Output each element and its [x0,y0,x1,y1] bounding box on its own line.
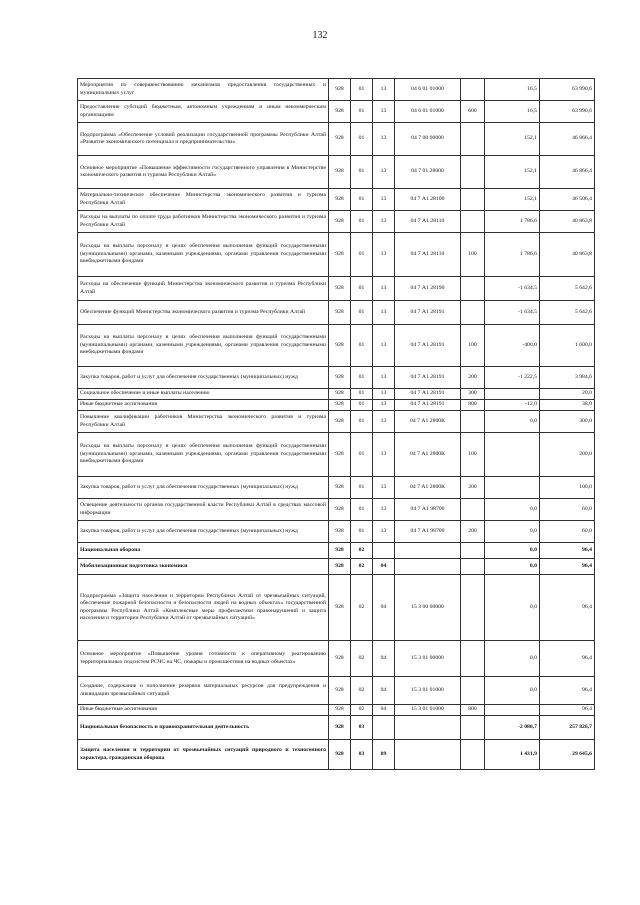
row-name: Расходы на обеспечение функций Министерства экономического развития и туризма Республики Алтай [78,277,329,301]
row-name: Мероприятия по совершенствованию механизмов предоставления государственных и муниципальных услуг [78,79,329,101]
admin-code: 928 [329,575,351,641]
change-amount [485,433,540,477]
change-amount: 0,0 [485,559,540,575]
row-name: Иные бюджетные ассигнования [78,400,329,411]
change-amount: 0,0 [485,411,540,433]
subsection-code: 13 [373,123,395,156]
change-amount: -400,0 [485,325,540,367]
section-code: 01 [351,211,373,233]
change-amount: 0,0 [485,499,540,521]
total-amount: 60,0 [540,499,595,521]
expense-type [461,716,485,740]
section-code: 01 [351,277,373,301]
expense-type: 600 [461,101,485,123]
admin-code: 928 [329,543,351,559]
total-amount: 29 645,6 [540,740,595,770]
subsection-code: 13 [373,211,395,233]
row-name: Национальная безопасность и правоохранительная деятельность [78,716,329,740]
target-article: 04 7 А1 2800К [395,433,461,477]
row-name: Материально-техническое обеспечение Министерства экономического развития и туризма Республики Алтай [78,189,329,211]
target-article: 04 7 А1 28110 [395,233,461,277]
section-code: 01 [351,301,373,325]
admin-code: 928 [329,705,351,716]
expense-type: 100 [461,433,485,477]
total-amount: 100,0 [540,477,595,499]
admin-code: 928 [329,559,351,575]
target-article: 15 3 01 01000 [395,705,461,716]
admin-code: 928 [329,477,351,499]
target-article: 15 3 01 00000 [395,641,461,677]
admin-code: 928 [329,521,351,543]
subsection-code: 13 [373,277,395,301]
change-amount: 1 786,6 [485,233,540,277]
total-amount: 96,4 [540,575,595,641]
total-amount: 46 866,4 [540,123,595,156]
row-name: Освещение деятельности органов государственной власти Республики Алтай в средствах массовой информации [78,499,329,521]
table-row [78,575,595,641]
target-article: 04 7 А1 28191 [395,301,461,325]
admin-code: 928 [329,233,351,277]
section-code: 02 [351,559,373,575]
admin-code: 928 [329,499,351,521]
section-code: 02 [351,677,373,705]
row-name: Национальная оборона [78,543,329,559]
total-amount: 5 642,6 [540,277,595,301]
subsection-code: 13 [373,400,395,411]
row-name: Расходы на выплаты персоналу в целях обеспечения выполнения функций государственными (муниципальными) органами, казенными учреждениями, органами управления государственными внебюджетными фондами [78,325,329,367]
expense-type [461,641,485,677]
admin-code: 928 [329,389,351,400]
target-article: 04 6 01 01000 [395,101,461,123]
change-amount: -1 222,5 [485,367,540,389]
expense-type [461,559,485,575]
section-code: 02 [351,575,373,641]
expense-type: 200 [461,477,485,499]
section-code: 01 [351,389,373,400]
target-article: 04 7 А1 98700 [395,499,461,521]
table-row [78,705,595,716]
expense-type: 200 [461,521,485,543]
change-amount: 1 786,6 [485,211,540,233]
subsection-code: 13 [373,325,395,367]
subsection-code: 13 [373,521,395,543]
total-amount: 300,0 [540,411,595,433]
total-amount: 3 984,6 [540,367,595,389]
subsection-code: 13 [373,499,395,521]
row-name: Социальное обеспечение и иные выплаты населению [78,389,329,400]
admin-code: 928 [329,716,351,740]
total-amount: 63 990,6 [540,101,595,123]
table-row [78,400,595,411]
subsection-code: 04 [373,641,395,677]
section-code: 02 [351,641,373,677]
expense-type: 100 [461,233,485,277]
table-row [78,499,595,521]
change-amount: 0,0 [485,575,540,641]
expense-type [461,189,485,211]
expense-type [461,677,485,705]
row-name: Предоставление субсидий бюджетным, автономным учреждениям и иным некоммерческим организациям [78,101,329,123]
change-amount: -1 634,5 [485,277,540,301]
total-amount: 257 826,7 [540,716,595,740]
row-name: Мобилизационная подготовка экономики [78,559,329,575]
total-amount: 1 600,0 [540,325,595,367]
table-row [78,559,595,575]
target-article: 04 7 А1 28190 [395,277,461,301]
row-name: Закупка товаров, работ и услуг для обеспечения государственных (муниципальных) нужд [78,521,329,543]
change-amount: 152,1 [485,123,540,156]
target-article [395,740,461,770]
total-amount: 40 863,8 [540,211,595,233]
row-name: Иные бюджетные ассигнования [78,705,329,716]
table-row [78,433,595,477]
admin-code: 928 [329,156,351,189]
admin-code: 928 [329,211,351,233]
admin-code: 928 [329,433,351,477]
subsection-code: 13 [373,389,395,400]
section-code: 01 [351,79,373,101]
row-name: Расходы на выплаты персоналу в целях обеспечения выполнения функций государственными (муниципальными) органами, казенными учреждениями, органами управления государственными внебюджетными фондами [78,433,329,477]
expense-type: 800 [461,705,485,716]
section-code: 01 [351,123,373,156]
change-amount: 16,5 [485,101,540,123]
subsection-code: 13 [373,233,395,277]
total-amount: 46 506,4 [540,189,595,211]
admin-code: 928 [329,641,351,677]
row-name: Повышение квалификации работников Министерства экономического развития и туризма Республики Алтай [78,411,329,433]
subsection-code: 13 [373,367,395,389]
total-amount: 63 990,6 [540,79,595,101]
table-row [78,301,595,325]
section-code: 01 [351,433,373,477]
section-code: 01 [351,325,373,367]
row-name: Подпрограмма «Защита населения и территории Республики Алтай от чрезвычайных ситуаций, обеспечение пожарной безопасности и безопасности людей на водных объектах» государственной программы Республики Алтай «Комплексные меры профилактики правонарушений и защита населения и территории Республики Алтай от чрезвычайных ситуаций» [78,575,329,641]
subsection-code: 13 [373,189,395,211]
target-article: 04 7 А1 28191 [395,367,461,389]
target-article [395,716,461,740]
row-name: Защита населения и территории от чрезвычайных ситуаций природного и техногенного характера, гражданская оборона [78,740,329,770]
row-name: Основное мероприятие «Повышение уровня готовности к оперативному реагированию территориальных подсистем РСЧС на ЧС, пожары и происшествия на водных объектах» [78,641,329,677]
row-name: Создание, содержание и пополнение резервов материальных ресурсов для предупреждения и ликвидации чрезвычайных ситуаций [78,677,329,705]
total-amount: 40 863,8 [540,233,595,277]
section-code: 03 [351,716,373,740]
subsection-code: 04 [373,705,395,716]
change-amount: -2 080,7 [485,716,540,740]
section-code: 02 [351,705,373,716]
total-amount: 60,0 [540,521,595,543]
subsection-code [373,716,395,740]
expense-type [461,123,485,156]
total-amount: 96,4 [540,677,595,705]
target-article: 04 7 А1 28100 [395,189,461,211]
expense-type [461,411,485,433]
table-row [78,411,595,433]
admin-code: 928 [329,367,351,389]
expense-type [461,277,485,301]
subsection-code: 13 [373,477,395,499]
total-amount: 96,4 [540,543,595,559]
section-code: 02 [351,543,373,559]
change-amount [485,477,540,499]
change-amount: 0,0 [485,521,540,543]
row-name: Подпрограмма «Обеспечение условий реализации государственной программы Республики Алтай «Развитие экономического потенциала и предпринимательства» [78,123,329,156]
row-name: Обеспечение функций Министерства экономического развития и туризма Республики Алтай [78,301,329,325]
section-code: 03 [351,740,373,770]
total-amount: 38,0 [540,400,595,411]
admin-code: 928 [329,123,351,156]
expense-type: 800 [461,400,485,411]
change-amount: 1 431,9 [485,740,540,770]
total-amount: 46 866,4 [540,156,595,189]
change-amount: 152,1 [485,189,540,211]
section-code: 01 [351,400,373,411]
section-code: 01 [351,156,373,189]
table-row [78,740,595,770]
subsection-code: 04 [373,677,395,705]
admin-code: 928 [329,189,351,211]
subsection-code: 13 [373,301,395,325]
row-name: Расходы на выплаты персоналу в целях обеспечения выполнения функций государственными (муниципальными) органами, казенными учреждениями, органами управления государственными внебюджетными фондами [78,233,329,277]
target-article: 15 3 00 00000 [395,575,461,641]
section-code: 01 [351,411,373,433]
expense-type: 200 [461,367,485,389]
expense-type: 100 [461,325,485,367]
admin-code: 928 [329,101,351,123]
table-row [78,123,595,156]
target-article [395,543,461,559]
expense-type [461,740,485,770]
row-name: Закупка товаров, работ и услуг для обеспечения государственных (муниципальных) нужд [78,367,329,389]
table-row [78,156,595,189]
expense-type [461,156,485,189]
section-code: 01 [351,101,373,123]
expense-type [461,575,485,641]
target-article: 04 7 А1 2800К [395,477,461,499]
subsection-code: 13 [373,156,395,189]
table-row [78,367,595,389]
target-article: 04 7 А1 28110 [395,211,461,233]
table-row [78,277,595,301]
expense-type [461,301,485,325]
section-code: 01 [351,521,373,543]
table-row [78,543,595,559]
change-amount [485,389,540,400]
section-code: 01 [351,233,373,277]
admin-code: 928 [329,277,351,301]
admin-code: 928 [329,411,351,433]
change-amount: 0,0 [485,543,540,559]
total-amount: 96,4 [540,559,595,575]
page-number: 132 [312,30,328,41]
target-article: 04 7 А1 28191 [395,325,461,367]
target-article: 04 6 01 01000 [395,79,461,101]
admin-code: 928 [329,677,351,705]
table-row [78,189,595,211]
admin-code: 928 [329,400,351,411]
section-code: 01 [351,477,373,499]
expense-type [461,79,485,101]
expense-type [461,211,485,233]
subsection-code: 04 [373,559,395,575]
table-row [78,79,595,101]
table-row [78,521,595,543]
section-code: 01 [351,367,373,389]
table-row [78,389,595,400]
section-code: 01 [351,499,373,521]
table-row [78,101,595,123]
change-amount: -12,0 [485,400,540,411]
table-row [78,211,595,233]
target-article: 04 7 А1 98700 [395,521,461,543]
table-row [78,477,595,499]
target-article: 04 7 А1 2800К [395,411,461,433]
subsection-code: 09 [373,740,395,770]
change-amount: 152,1 [485,156,540,189]
table-row [78,641,595,677]
expense-type [461,543,485,559]
target-article: 04 7 А1 28191 [395,400,461,411]
target-article: 15 3 01 01000 [395,677,461,705]
row-name: Основное мероприятие «Повышение эффективности государственного управления в Министерстве экономического развития и туризма Республики Алтай» [78,156,329,189]
expense-type: 300 [461,389,485,400]
subsection-code: 13 [373,411,395,433]
section-code: 01 [351,189,373,211]
table-row [78,716,595,740]
admin-code: 928 [329,301,351,325]
subsection-code: 13 [373,79,395,101]
admin-code: 928 [329,325,351,367]
table-row [78,233,595,277]
budget-table [77,78,595,770]
change-amount: -1 634,5 [485,301,540,325]
target-article: 04 7 00 00000 [395,123,461,156]
change-amount: 0,0 [485,677,540,705]
change-amount [485,705,540,716]
admin-code: 928 [329,740,351,770]
total-amount: 20,0 [540,389,595,400]
subsection-code [373,543,395,559]
change-amount: 16,5 [485,79,540,101]
change-amount: 0,0 [485,641,540,677]
total-amount: 200,0 [540,433,595,477]
target-article: 04 7 01 28000 [395,156,461,189]
total-amount: 96,4 [540,705,595,716]
admin-code: 928 [329,79,351,101]
total-amount: 5 642,6 [540,301,595,325]
table-row [78,677,595,705]
total-amount: 96,4 [540,641,595,677]
target-article [395,559,461,575]
table-row [78,325,595,367]
row-name: Закупка товаров, работ и услуг для обеспечения государственных (муниципальных) нужд [78,477,329,499]
subsection-code: 04 [373,575,395,641]
target-article: 04 7 А1 28191 [395,389,461,400]
subsection-code: 13 [373,101,395,123]
subsection-code: 13 [373,433,395,477]
expense-type [461,499,485,521]
row-name: Расходы на выплаты по оплате труда работников Министерства экономического развития и туризма Республики Алтай [78,211,329,233]
